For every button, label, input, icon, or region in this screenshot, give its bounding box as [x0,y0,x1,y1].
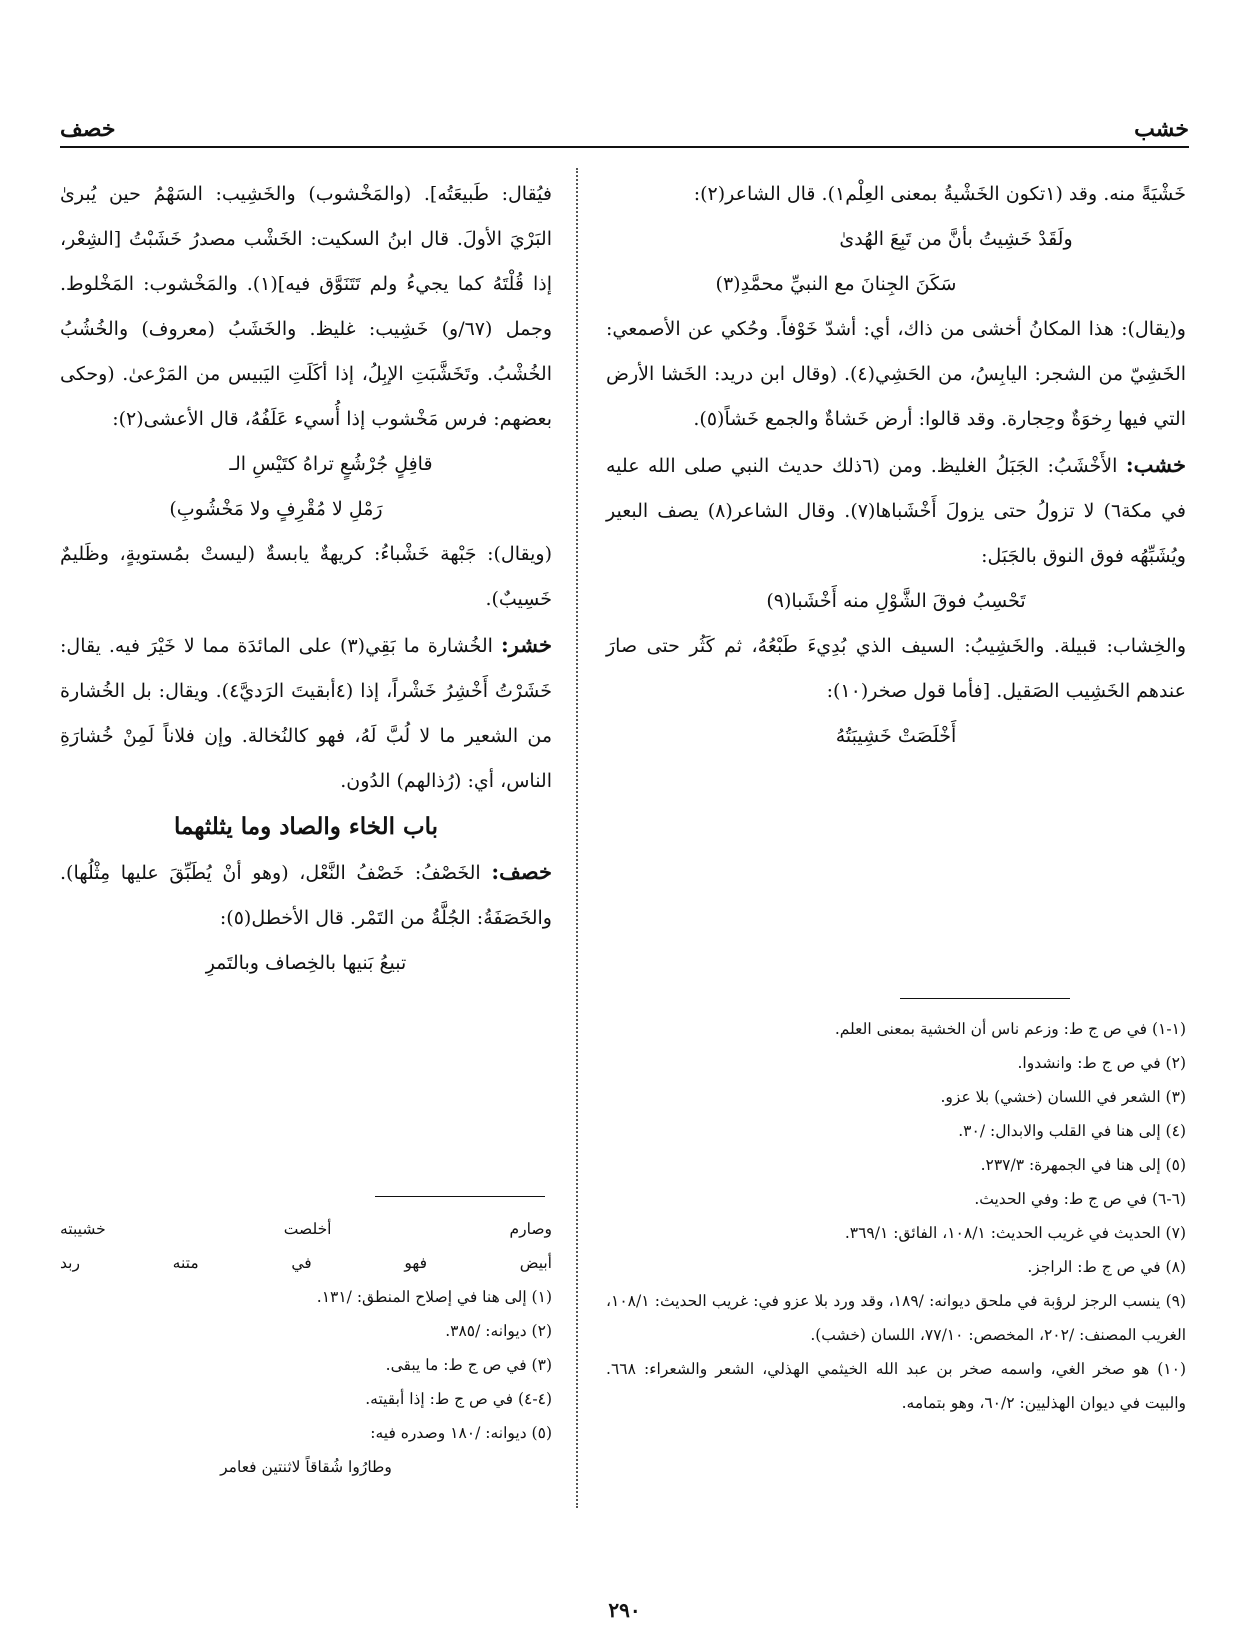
left-verse-2: تبيعُ بَنيها بالخِصاف وبالتَمرِ [205,952,407,974]
left-para-2: (ويقال): جَبْهة خَشْباءُ: كريهةٌ يابسةٌ (ليستْ بمُستويةٍ، وظَليمٌ خَسِيبٌ). [60,543,552,610]
running-header [60,112,1189,148]
right-verse-2: تَحْسِبُ فوقَ الشَّوْلِ منه أَخْشَبا(٩) [766,590,1026,612]
right-verse-1a: ولَقَدْ خَشِيتُ بأنَّ من تَبِعَ الهُدىٰ [839,228,1073,250]
left-footnote-rule [375,1196,545,1197]
footnote: (٨) في ص ج ط: الراجز. [1027,1258,1186,1276]
left-para-3: الخُشارة ما بَقِي(٣) على المائدَة مما لا خَيْرَ فيه. يقال: خَشَرْتُ أَخْشِرُ خَشْراً، إذا (٤أبقيتَ الرَديَّ٤). ويقال: بل الخُشارة من الشعير ما لا لُبَّ لَهُ، فهو كالنُخالة. وإن فلاناً لَمِنْ خُشارَةِ الناس، أي: (رُذالهم) الدُون. [60,635,553,792]
footnote: (٥) إلى هنا في الجمهرة: ٢٣٧/٣. [980,1156,1186,1174]
footnote: (٢) ديوانه: /٣٨٥. [445,1322,552,1340]
footnote: (٤-٤) في ص ج ط: إذا أبقيته. [365,1390,552,1408]
footnote: (١-١) في ص ج ط: وزعم ناس أن الخشية بمعنى العلم. [834,1020,1186,1038]
right-para-1: خَشْيَةً منه. وقد (١تكون الخَشْيةُ بمعنى العِلْم١). قال الشاعر(٢): [693,183,1186,205]
left-column [60,172,552,986]
entry-khashar [60,622,552,804]
footnote: (٣) الشعر في اللسان (خشي) بلا عزو. [940,1088,1186,1106]
page-number: ٢٩٠ [608,1598,641,1622]
left-para-4: الخَصْفُ: خَصْفُ النَّعْل، (وهو أنْ يُطَبِّقَ عليها مِثْلُها). والخَصَفَةُ: الجُلَّةُ من التَمْر. قال الأخطل(٥): [60,862,552,929]
column-divider [576,168,578,1508]
chapter-title: باب الخاء والصاد وما يثلثهما [173,813,439,840]
footnote: (٦-٦) في ص ج ط: وفي الحديث. [974,1190,1186,1208]
header-right-headword: خشب [1134,116,1189,142]
footnote: (١) إلى هنا في إصلاح المنطق: /١٣١. [316,1288,552,1306]
right-para-4: والخِشاب: قبيلة. والخَشِيبُ: السيف الذي بُدِيءَ طَبْعُهُ، ثم كَثُر حتى صارَ عندهم الخَشِيب الصَقيل. [فأما قول صخر(١٠): [606,635,1186,702]
footnote-verse-b: أبيض فهو في متنه ربد [60,1254,552,1272]
right-verse-1b: سَكَنَ الجِنانَ مع النبيِّ محمَّدِ(٣) [715,273,957,295]
footnote: (٣) في ص ج ط: ما يبقى. [385,1356,552,1374]
footnote-verse-a: وصارم أخلصت خشيبته [60,1220,552,1238]
right-column [606,172,1186,759]
right-para-3: الأَخْشَبُ: الجَبَلُ الغليظ. ومن (٦ذلك حديث النبي صلى الله عليه في مكة٦) لا تزولُ حتى يزولَ أَخْشَباها(٧). وقال الشاعر(٨) يصف البعير ويُشَبِّهُه فوق النوق بالجَبَل: [606,455,1186,567]
header-left-headword: خصف [60,116,116,142]
entry-khashab [606,442,1186,579]
footnote-tail-verse: وطارُوا شُقاقاً لاثنتين فعامر [220,1458,392,1476]
headword-khasaf: خصف: [491,859,552,884]
right-para-2: و(يقال): هذا المكانُ أخشى من ذاك، أي: أشدّ خَوْفاً. وحُكي عن الأصمعي: الخَشِيّ من الشجر: اليابِسُ، من الحَشِي(٤). (وقال ابن دريد: الخَشا الأرض التي فيها رِخوَةٌ وحِجارة. وقد قالوا: أرض خَشاةٌ والجمع خَشاً(٥). [606,318,1187,430]
right-footnotes [606,1012,1186,1420]
right-footnote-rule [900,998,1070,999]
footnote: (٢) في ص ج ط: وانشدوا. [1017,1054,1186,1072]
footnote: (١٠) هو صخر الغي، واسمه صخر بن عبد الله الخيثمي الهذلي، الشعر والشعراء: ٦٦٨. والبيت في ديوان الهذليين: ٦٠/٢، وهو بتمامه. [606,1360,1186,1412]
right-verse-3: أَخْلَصَتْ خَشِيبَتُهُ [835,725,957,747]
left-verse-1b: رَمْلِ لا مُقْرِفٍ ولا مَخْشُوبِ) [169,498,383,520]
footnote: (٤) إلى هنا في القلب والابدال: /٣٠. [958,1122,1186,1140]
left-para-1: فيُقال: طَبيعَتُه]. (والمَخْشوب) والخَشِيب: السَهْمُ حين يُبرىٰ البَرْيَ الأولَ. قال ابنُ السكيت: الخَشْب مصدرُ خَشَبْتُ [الشِعْر، إذا قُلْتَهُ كما يجيءُ ولم تَتَنَوَّق فيه](١). والمَخْشوب: المَخْلوط. وجمل (٦٧/و) خَشِيب: غليظ. والخَشَبُ (معروف) والخُشُبُ الخُشْبُ. وتَخَشَّبَتِ الإبِلُ، إذا أكَلَتِ اليَبيس من المَرْعىٰ. (وحكى بعضهم: فرس مَخْشوب إذا أُسيء عَلَفُهُ، قال الأعشى(٢): [60,183,552,430]
footnote: (٧) الحديث في غريب الحديث: ١٠٨/١، الفائق: ٣٦٩/١. [844,1224,1186,1242]
footnote: (٩) ينسب الرجز لرؤبة في ملحق ديوانه: /١٨٩، وقد ورد بلا عزو في: غريب الحديث: ١٠٨/١، الغريب المصنف: /٢٠٢، المخصص: ٧٧/١٠، اللسان (خشب). [606,1292,1187,1344]
headword-khashar: خشر: [500,632,552,657]
left-footnotes [60,1212,552,1484]
headword-khashab: خشب: [1125,452,1186,477]
footnote: (٥) ديوانه: /١٨٠ وصدره فيه: [370,1424,552,1442]
entry-khasaf [60,849,552,941]
left-verse-1a: قافِلٍ جُرْشُعٍ تراهُ كتَيْسِ الـ [229,453,433,475]
